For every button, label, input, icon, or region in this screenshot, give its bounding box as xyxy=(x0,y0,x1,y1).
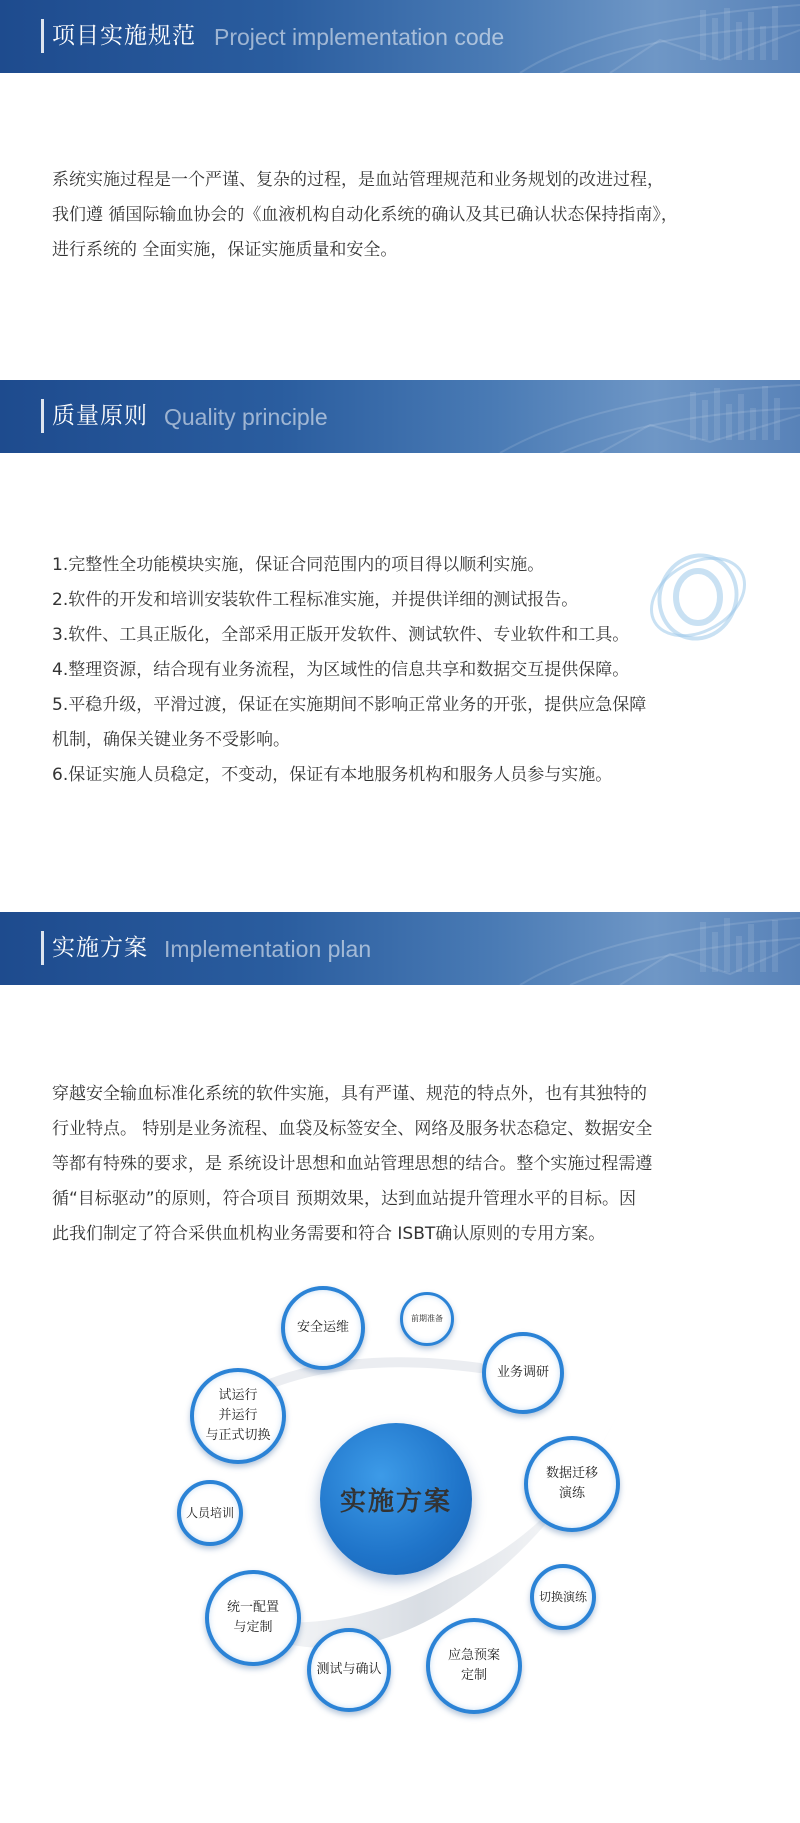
quality-item: 1.完整性全功能模块实施，保证合同范围内的项目得以顺利实施。 xyxy=(52,555,545,575)
section-banner-plan xyxy=(0,912,800,985)
node-preparation xyxy=(400,1292,454,1346)
banner-accent-bar xyxy=(41,399,44,433)
quality-list xyxy=(52,548,768,793)
intro-paragraph xyxy=(52,163,768,268)
node-testing xyxy=(307,1628,391,1712)
node-security-ops xyxy=(281,1286,365,1370)
intro-line: 系统实施过程是一个严谨、复杂的过程，是血站管理规范和业务规划的改进过程， xyxy=(52,170,664,190)
plan-line: 行业特点。 特别是业务流程、血袋及标签安全、网络及服务状态稳定、数据安全 xyxy=(52,1119,653,1139)
quality-item: 3.软件、工具正版化，全部采用正版开发软件、测试软件、专业软件和工具。 xyxy=(52,625,630,645)
node-unified-config xyxy=(205,1570,301,1666)
plan-line: 等都有特殊的要求，是 系统设计思想和血站管理思想的结合。整个实施过程需遵 xyxy=(52,1154,653,1174)
quality-item: 2.软件的开发和培训安装软件工程标准实施，并提供详细的测试报告。 xyxy=(52,590,579,610)
section-title-en: Project implementation code xyxy=(214,24,505,50)
center-label: 实施方案 xyxy=(339,1486,452,1517)
section-title-cn: 实施方案 xyxy=(52,935,148,961)
implementation-plan-diagram xyxy=(150,1278,670,1738)
node-label: 定制 xyxy=(460,1668,487,1683)
banner-accent-bar xyxy=(41,931,44,965)
quality-item: 5.平稳升级，平滑过渡，保证在实施期间不影响正常业务的开张，提供应急保障 xyxy=(52,695,647,715)
quality-item: 4.整理资源，结合现有业务流程，为区域性的信息共享和数据交互提供保障。 xyxy=(52,660,630,680)
node-label: 安全运维 xyxy=(296,1320,349,1335)
plan-line: 循“目标驱动”的原则，符合项目 预期效果，达到血站提升管理水平的目标。因 xyxy=(52,1189,637,1209)
quality-item: 6.保证实施人员稳定，不变动，保证有本地服务机构和服务人员参与实施。 xyxy=(52,765,613,785)
node-label: 并运行 xyxy=(218,1408,258,1423)
node-label: 人员培训 xyxy=(185,1506,234,1520)
node-label: 与定制 xyxy=(233,1620,273,1635)
node-business-research xyxy=(482,1332,564,1414)
node-label: 切换演练 xyxy=(538,1590,587,1604)
plan-paragraph xyxy=(52,1077,768,1252)
banner-accent-bar xyxy=(41,19,44,53)
center-circle xyxy=(320,1423,472,1575)
section-title-en: Quality principle xyxy=(164,404,328,430)
node-emergency-plan xyxy=(426,1618,522,1714)
node-label: 与正式切换 xyxy=(205,1428,271,1443)
node-label: 应急预案 xyxy=(447,1648,500,1663)
section-banner-quality xyxy=(0,380,800,453)
node-trial-run xyxy=(190,1368,286,1464)
node-label: 统一配置 xyxy=(226,1600,279,1615)
intro-line: 我们遵 循国际输血协会的《血液机构自动化系统的确认及其已确认状态保持指南》， xyxy=(52,205,678,225)
node-label: 业务调研 xyxy=(496,1365,549,1380)
node-switch-drill xyxy=(530,1564,596,1630)
node-label: 数据迁移 xyxy=(545,1466,598,1481)
quality-item: 机制，确保关键业务不受影响。 xyxy=(52,730,290,750)
section-title-en: Implementation plan xyxy=(164,936,372,962)
node-label: 演练 xyxy=(558,1486,585,1501)
node-data-migration xyxy=(524,1436,620,1532)
node-staff-training xyxy=(177,1480,243,1546)
node-label: 测试与确认 xyxy=(316,1662,382,1677)
section-title-cn: 质量原则 xyxy=(52,403,148,429)
plan-line: 穿越安全输血标准化系统的软件实施，具有严谨、规范的特点外，也有其独特的 xyxy=(52,1084,647,1104)
node-label: 前期准备 xyxy=(411,1314,443,1323)
plan-line: 此我们制定了符合采供血机构业务需要和符合 ISBT确认原则的专用方案。 xyxy=(52,1224,606,1244)
section-title-cn: 项目实施规范 xyxy=(52,23,196,49)
node-label: 试运行 xyxy=(218,1388,258,1403)
section-banner-code xyxy=(0,0,800,73)
intro-line: 进行系统的 全面实施，保证实施质量和安全。 xyxy=(52,240,398,260)
